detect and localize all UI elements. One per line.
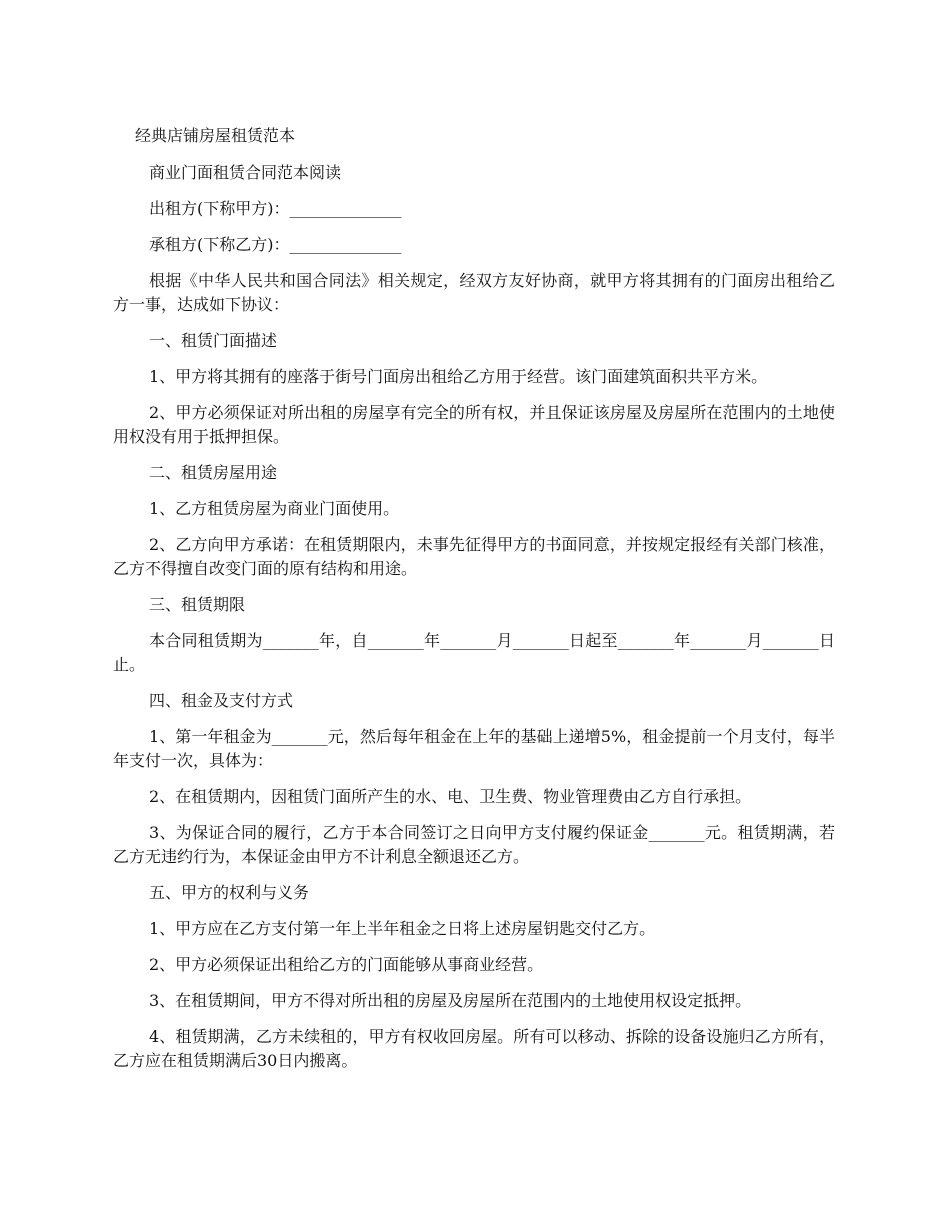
clause-2-1: 1、乙方租赁房屋为商业门面使用。 [149, 499, 400, 518]
clause-5-2: 2、甲方必须保证出租给乙方的门面能够从事商业经营。 [149, 955, 544, 974]
section-heading-2: 二、租赁房屋用途 [149, 463, 278, 482]
paragraph-lessor: 出租方(下称甲方)：______________ [149, 199, 402, 218]
paragraph-subtitle: 商业门面租赁合同范本阅读 [149, 163, 342, 182]
document-body [113, 124, 835, 1085]
clause-4-3: 3、为保证合同的履行，乙方于本合同签订之日向甲方支付履约保证金_______元。租赁期满，若乙方无违约行为，本保证金由甲方不计利息全额退还乙方。 [113, 823, 835, 866]
clause-3-1: 本合同租赁期为_______年，自_______年_______月_______日起至_______年_______月_______日止。 [113, 631, 835, 674]
clause-5-4: 4、租赁期满，乙方未续租的，甲方有权收回房屋。所有可以移动、拆除的设备设施归乙方所有，乙方应在租赁期满后30日内搬离。 [113, 1027, 835, 1070]
section-heading-5: 五、甲方的权利与义务 [149, 883, 310, 902]
clause-4-1: 1、第一年租金为_______元，然后每年租金在上年的基础上递增5%，租金提前一个月支付，每半年支付一次，具体为： [113, 727, 835, 770]
clause-1-2: 2、甲方必须保证对所出租的房屋享有完全的所有权，并且保证该房屋及房屋所在范围内的土地使用权没有用于抵押担保。 [113, 403, 835, 446]
section-heading-3: 三、租赁期限 [149, 595, 246, 614]
clause-1-1: 1、甲方将其拥有的座落于街号门面房出租给乙方用于经营。该门面建筑面积共平方米。 [149, 367, 768, 386]
document-title: 经典店铺房屋租赁范本 [135, 126, 296, 145]
section-heading-1: 一、租赁门面描述 [149, 331, 278, 350]
paragraph-lessee: 承租方(下称乙方)：______________ [149, 235, 402, 254]
clause-4-2: 2、在租赁期内，因租赁门面所产生的水、电、卫生费、物业管理费由乙方自行承担。 [149, 787, 752, 806]
clause-5-3: 3、在租赁期间，甲方不得对所出租的房屋及房屋所在范围内的土地使用权设定抵押。 [149, 991, 752, 1010]
section-heading-4: 四、租金及支付方式 [149, 691, 294, 710]
clause-2-2: 2、乙方向甲方承诺：在租赁期限内，未事先征得甲方的书面同意，并按规定报经有关部门核准，乙方不得擅自改变门面的原有结构和用途。 [113, 535, 835, 578]
clause-5-1: 1、甲方应在乙方支付第一年上半年租金之日将上述房屋钥匙交付乙方。 [149, 919, 656, 938]
paragraph-preamble: 根据《中华人民共和国合同法》相关规定，经双方友好协商，就甲方将其拥有的门面房出租给乙方一事，达成如下协议： [113, 271, 835, 314]
